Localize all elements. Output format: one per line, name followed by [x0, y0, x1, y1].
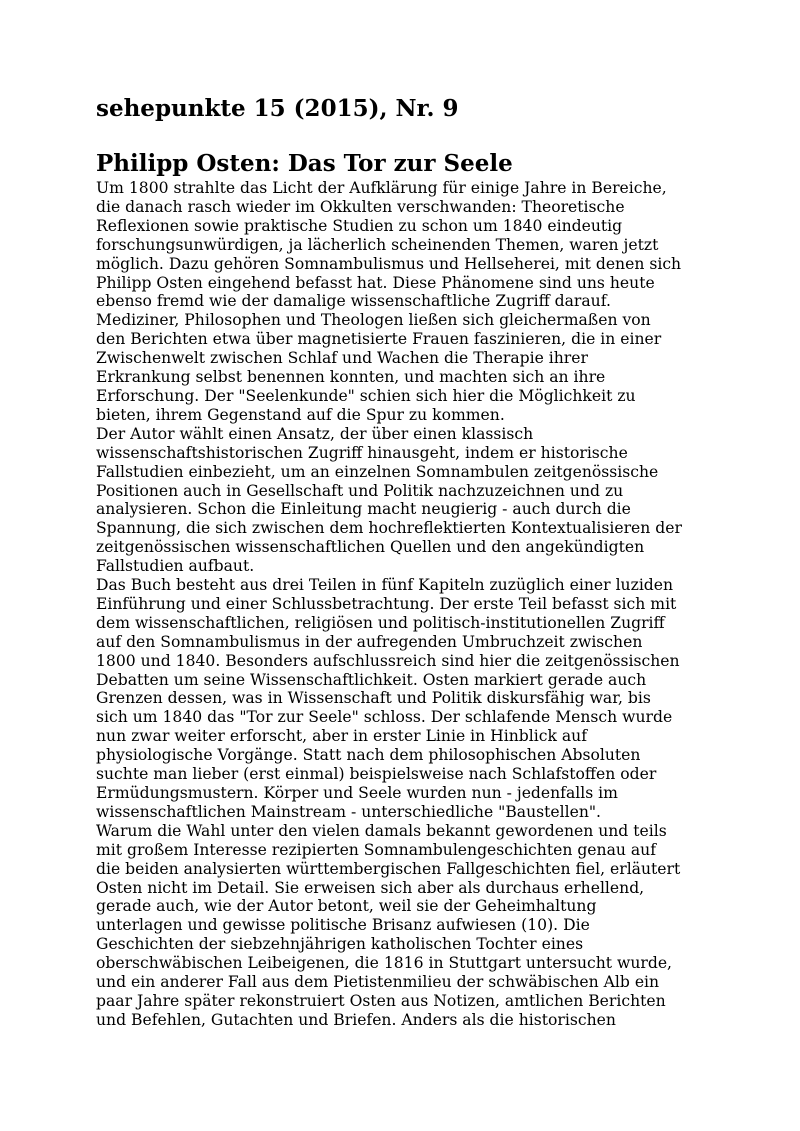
body-line: gerade auch, wie der Autor betont, weil sie der Geheimhaltung	[96, 897, 597, 916]
body-line: oberschwäbischen Leibeigenen, die 1816 in Stuttgart untersucht wurde,	[96, 954, 673, 973]
body-line: die danach rasch wieder im Okkulten verschwanden: Theoretische	[96, 197, 625, 216]
body-line: Fallstudien aufbaut.	[96, 557, 255, 576]
document-page	[96, 94, 736, 1030]
body-line: forschungsunwürdigen, ja lächerlich scheinenden Themen, waren jetzt	[96, 235, 659, 254]
body-line: möglich. Dazu gehören Somnambulismus und Hellseherei, mit denen sich	[96, 254, 682, 273]
body-line: Mediziner, Philosophen und Theologen ließen sich gleichermaßen von	[96, 311, 651, 330]
body-line: mit großem Interesse rezipierten Somnambulengeschichten genau auf	[96, 840, 656, 859]
body-line: unterlagen und gewisse politische Brisanz aufwiesen (10). Die	[96, 916, 590, 935]
body-line: Einführung und einer Schlussbetrachtung. Der erste Teil befasst sich mit	[96, 594, 677, 613]
body-line: Reflexionen sowie praktische Studien zu schon um 1840 eindeutig	[96, 216, 623, 235]
body-line: zeitgenössischen wissenschaftlichen Quellen und den angekündigten	[96, 538, 645, 557]
body-line: ebenso fremd wie der damalige wissenschaftliche Zugriff darauf.	[96, 292, 611, 311]
body-line: nun zwar weiter erforscht, aber in erster Linie in Hinblick auf	[96, 727, 587, 746]
body-line: wissenschaftshistorischen Zugriff hinausgeht, indem er historische	[96, 443, 628, 462]
body-line: Osten nicht im Detail. Sie erweisen sich aber als durchaus erhellend,	[96, 878, 645, 897]
body-line: und Befehlen, Gutachten und Briefen. Anders als die historischen	[96, 1010, 616, 1029]
review-title: Philipp Osten: Das Tor zur Seele	[96, 150, 513, 177]
body-line: Debatten um seine Wissenschaftlichkeit. Osten markiert gerade auch	[96, 670, 647, 689]
body-line: Grenzen dessen, was in Wissenschaft und Politik diskursfähig war, bis	[96, 689, 651, 708]
body-line: den Berichten etwa über magnetisierte Frauen faszinieren, die in einer	[96, 330, 662, 349]
body-line: sich um 1840 das "Tor zur Seele" schloss. Der schlafende Mensch wurde	[96, 708, 673, 727]
body-line: auf den Somnambulismus in der aufregenden Umbruchzeit zwischen	[96, 632, 643, 651]
body-line: Philipp Osten eingehend befasst hat. Diese Phänomene sind uns heute	[96, 273, 655, 292]
body-line: wissenschaftlichen Mainstream - unterschiedliche "Baustellen".	[96, 802, 602, 821]
body-line: Warum die Wahl unter den vielen damals bekannt gewordenen und teils	[96, 821, 667, 840]
body-line: Zwischenwelt zwischen Schlaf und Wachen die Therapie ihrer	[96, 349, 588, 368]
body-line: analysieren. Schon die Einleitung macht neugierig - auch durch die	[96, 500, 631, 519]
body-line: 1800 und 1840. Besonders aufschlussreich sind hier die zeitgenössischen	[96, 651, 680, 670]
body-line: physiologische Vorgänge. Statt nach dem philosophischen Absoluten	[96, 746, 641, 765]
body-line: paar Jahre später rekonstruiert Osten aus Notizen, amtlichen Berichten	[96, 991, 666, 1010]
body-line: Das Buch besteht aus drei Teilen in fünf Kapiteln zuzüglich einer luziden	[96, 576, 674, 595]
body-line: und ein anderer Fall aus dem Pietistenmilieu der schwäbischen Alb ein	[96, 973, 660, 992]
body-line: Ermüdungsmustern. Körper und Seele wurden nun - jedenfalls im	[96, 784, 618, 802]
body-line: Geschichten der siebzehnjährigen katholischen Tochter eines	[96, 935, 584, 954]
review-body	[96, 179, 736, 1030]
body-line: suchte man lieber (erst einmal) beispielsweise nach Schlafstoffen oder	[96, 765, 657, 784]
body-line: dem wissenschaftlichen, religiösen und politisch-institutionellen Zugriff	[96, 613, 665, 632]
body-line: Spannung, die sich zwischen dem hochreflektierten Kontextualisieren der	[96, 519, 682, 538]
body-line: die beiden analysierten württembergischen Fallgeschichten fiel, erläutert	[96, 859, 681, 878]
body-line: Erforschung. Der "Seelenkunde" schien sich hier die Möglichkeit zu	[96, 386, 636, 405]
journal-title: sehepunkte 15 (2015), Nr. 9	[96, 95, 459, 122]
body-line: Positionen auch in Gesellschaft und Politik nachzuzeichnen und zu	[96, 481, 624, 500]
body-line: Fallstudien einbezieht, um an einzelnen Somnambulen zeitgenössische	[96, 462, 659, 481]
body-line: Um 1800 strahlte das Licht der Aufklärung für einige Jahre in Bereiche,	[96, 179, 667, 197]
body-line: bieten, ihrem Gegenstand auf die Spur zu kommen.	[96, 405, 505, 424]
body-line: Der Autor wählt einen Ansatz, der über einen klassisch	[96, 424, 534, 443]
body-line: Erkrankung selbst benennen konnten, und machten sich an ihre	[96, 368, 606, 387]
